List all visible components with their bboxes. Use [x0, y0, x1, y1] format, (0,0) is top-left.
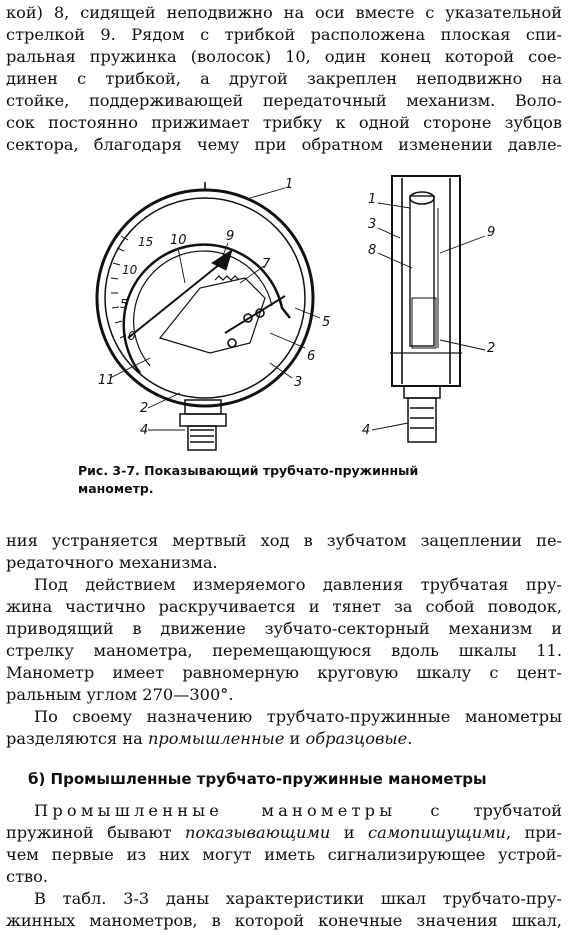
text-line: сок постоянно прижимает трибку к одной стороне зубцов — [6, 113, 562, 132]
figure-caption — [78, 462, 498, 498]
text-line: ральным углом 270—300°. — [6, 685, 234, 704]
text-line: ральная пружинка (волосок) 10, один конец которой сое- — [6, 47, 562, 66]
callout-label: 9 — [487, 225, 496, 240]
text-line: пружиной бывают показывающими и самопишущими, при- — [6, 823, 562, 842]
paragraph-table — [6, 888, 562, 932]
text-line: чем первые из них могут иметь сигнализирующее устрой- — [6, 845, 562, 864]
text-line: редаточного механизма. — [6, 553, 218, 572]
callout-label: 3 — [294, 375, 303, 390]
text-line: динен с трибкой, а другой закреплен неподвижно на — [6, 69, 562, 88]
callout-label: 5 — [322, 315, 331, 330]
paragraph-industrial — [6, 800, 562, 888]
top-paragraph — [6, 2, 562, 156]
callout-label: 7 — [262, 257, 271, 272]
callout-label: 1 — [368, 192, 377, 207]
text-line: В табл. 3-3 даны характеристики шкал трубчато-пру- — [34, 889, 562, 908]
caption-line: Рис. 3-7. Показывающий трубчато-пружинный — [78, 463, 419, 478]
text-line: Промышленные манометры с трубчатой — [34, 801, 562, 820]
text-line: сектора, благодаря чему при обратном изменении давле- — [6, 135, 562, 154]
text-line: жина частично раскручивается и тянет за собой поводок, — [6, 597, 562, 616]
scale-ticks — [111, 236, 128, 338]
continuation-paragraph — [6, 530, 562, 574]
text-line: стойке, поддерживающей передаточный механизм. Воло- — [6, 91, 562, 110]
paragraph-purpose — [6, 706, 562, 750]
caption-line: манометр. — [78, 481, 154, 496]
callout-label: 2 — [487, 341, 496, 356]
callout-label: 11 — [98, 373, 115, 388]
text-line: стрелкой 9. Рядом с трибкой расположена плоская спи- — [6, 25, 562, 44]
callout-label: 10 — [170, 233, 187, 248]
paragraph-pressure — [6, 574, 562, 706]
scale-label: 5 — [120, 297, 128, 311]
text-line: кой) 8, сидящей неподвижно на оси вместе с указательной — [6, 3, 562, 22]
text-line: разделяются на промышленные и образцовые. — [6, 729, 413, 748]
text-line: ния устраняется мертвый ход в зубчатом зацеплении пе- — [6, 531, 562, 550]
text-line: По своему назначению трубчато-пружинные манометры — [34, 707, 562, 726]
text-line: стрелку манометра, перемещающуюся вдоль шкалы 11. — [6, 641, 562, 660]
scale-label: 10 — [122, 263, 138, 277]
text-line: Манометр имеет равномерную круговую шкалу с цент- — [6, 663, 562, 682]
scale-label: 15 — [138, 235, 154, 249]
callout-label: 4 — [362, 423, 371, 438]
text-line: жинных манометров, в которой конечные значения шкал, — [6, 911, 562, 930]
callout-label: 8 — [368, 243, 377, 258]
manometer-figure — [0, 168, 569, 458]
text-line: приводящий в движение зубчато-секторный механизм и — [6, 619, 562, 638]
callout-label: 6 — [307, 349, 316, 364]
text-line: ство. — [6, 867, 49, 886]
scale-label: 0 — [128, 329, 136, 343]
callout-label: 1 — [285, 177, 294, 192]
text-line: Под действием измеряемого давления трубчатая пру- — [34, 575, 562, 594]
callout-label: 9 — [226, 229, 235, 244]
section-heading: б) Промышленные трубчато-пружинные манометры — [28, 770, 487, 788]
callout-label: 4 — [140, 423, 149, 438]
callout-label: 2 — [140, 401, 149, 416]
callout-label: 3 — [368, 217, 377, 232]
